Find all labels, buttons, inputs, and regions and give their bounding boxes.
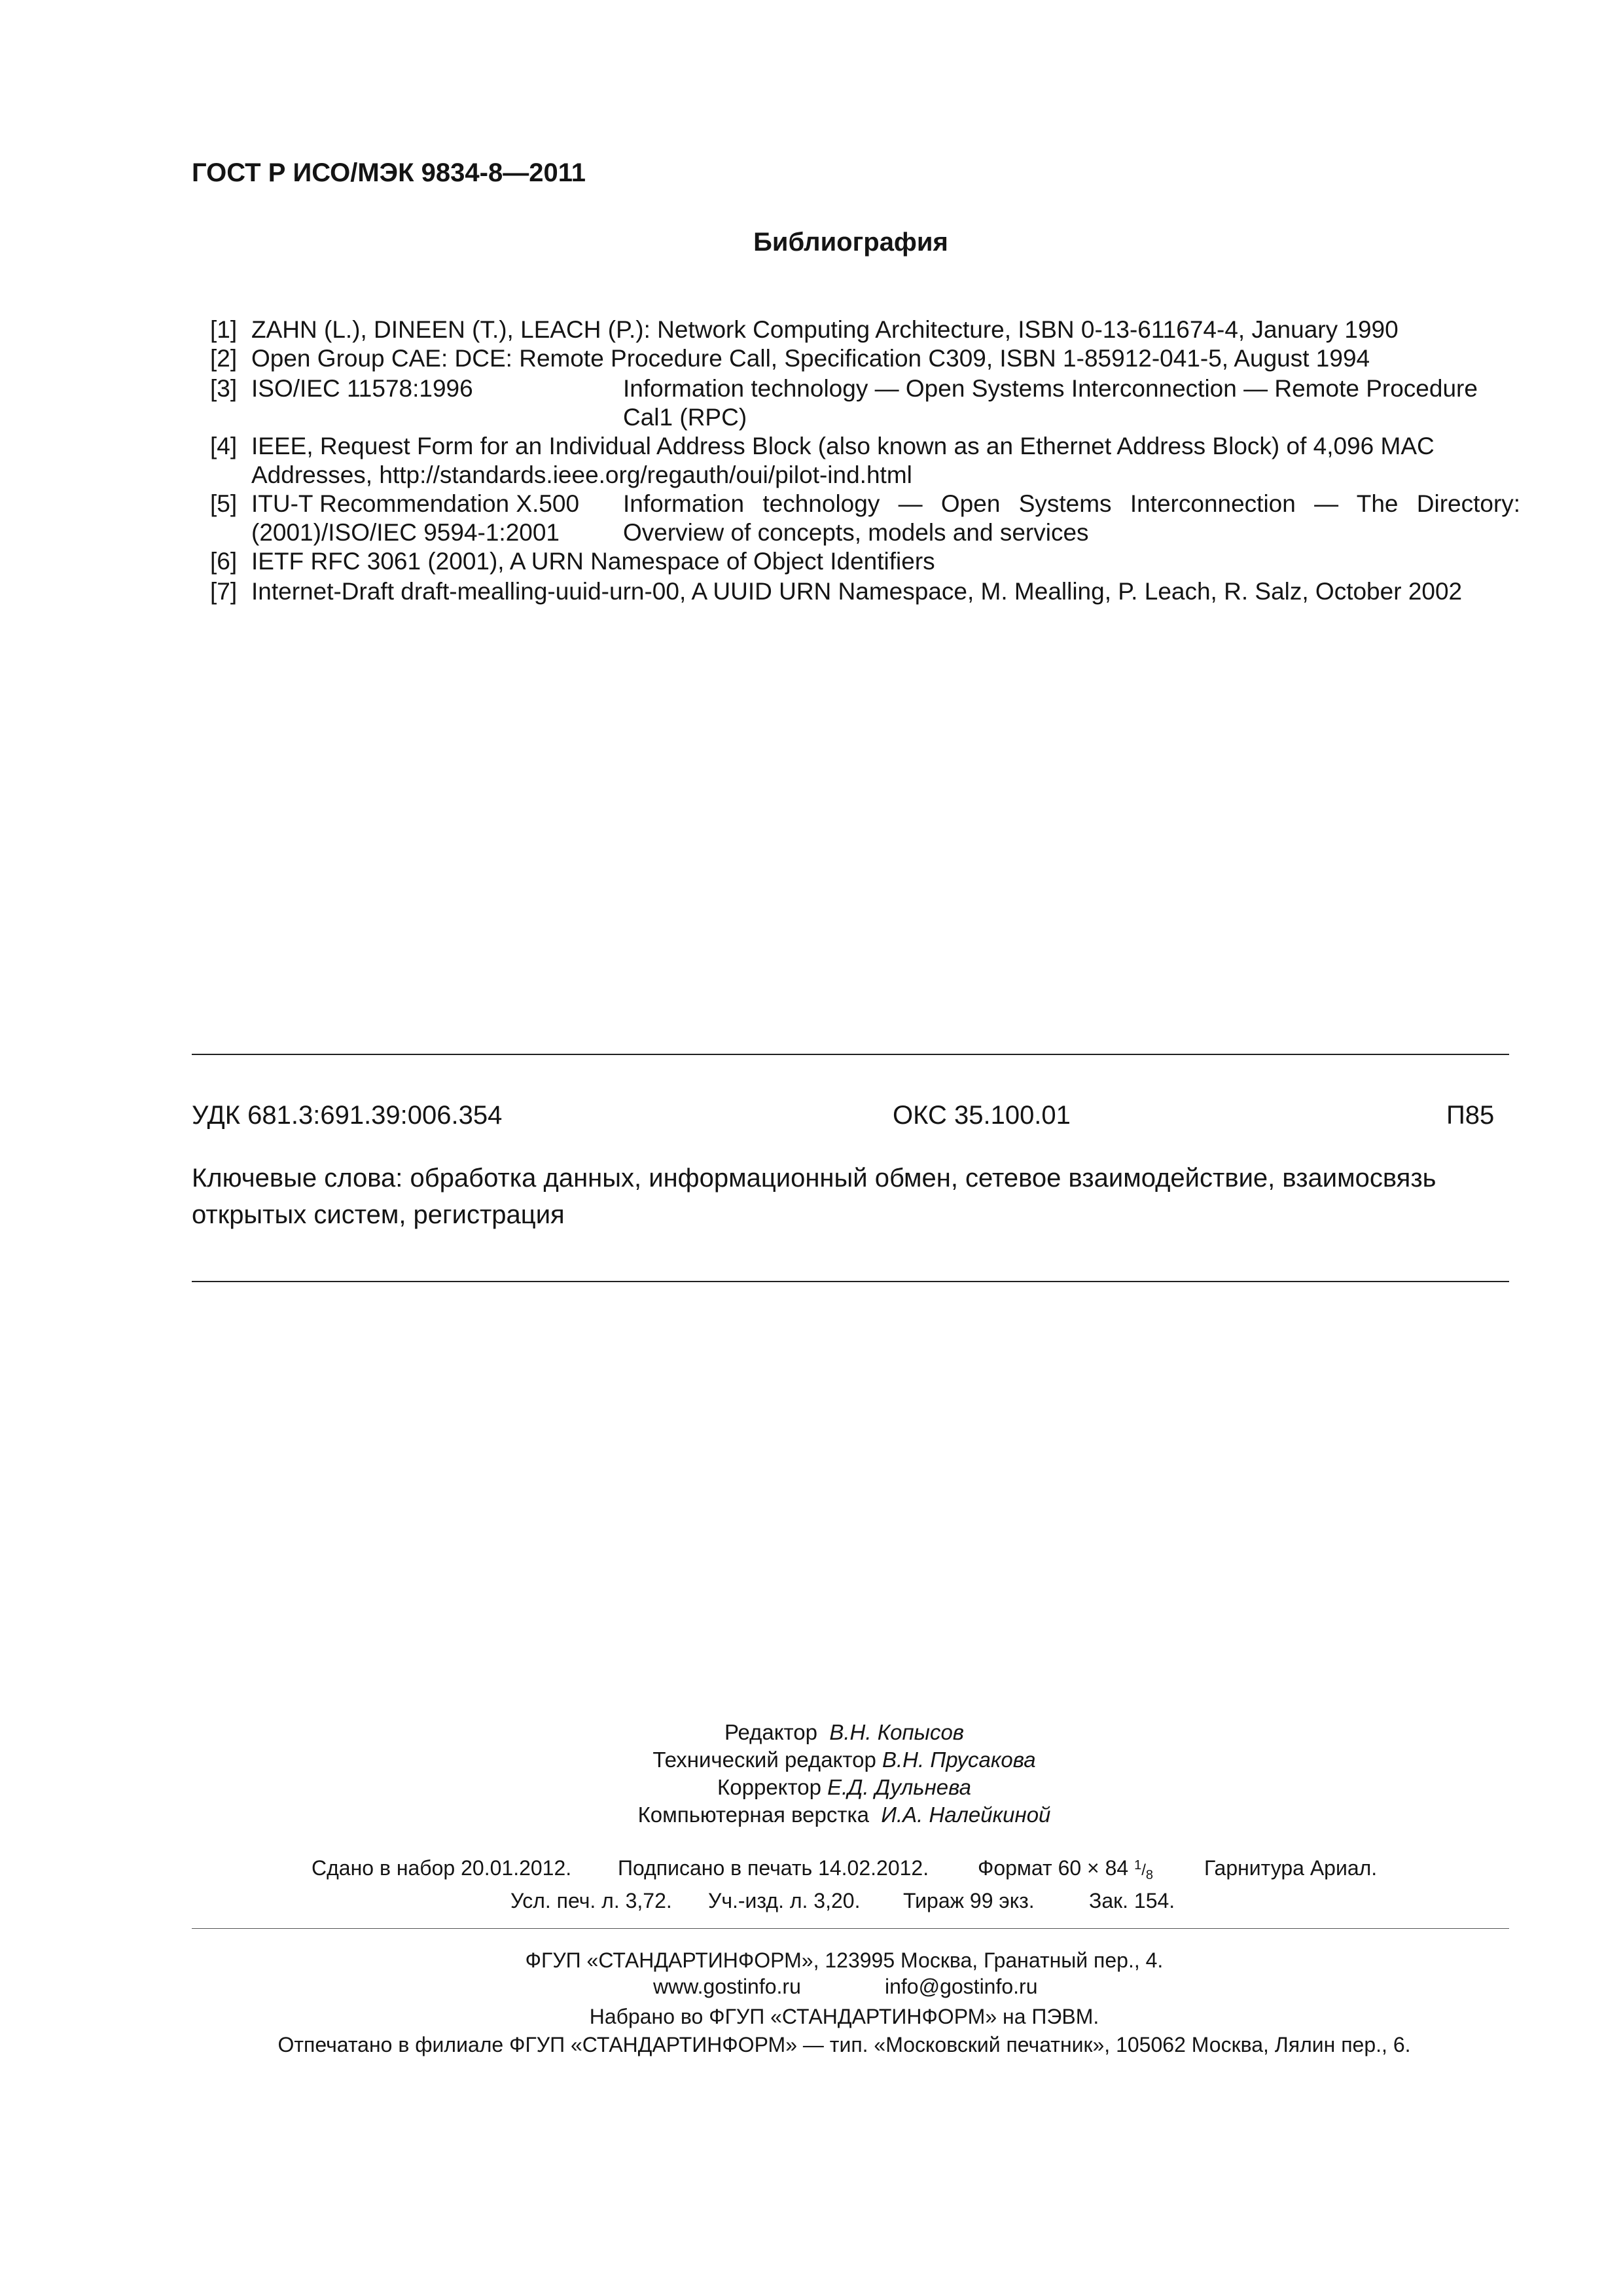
ref-title-cont: Overview of concepts, models and services <box>623 519 1089 546</box>
credit-label: Компьютерная верстка <box>637 1803 869 1827</box>
ref-number: [3] <box>210 375 238 402</box>
bibliography-title: Библиография <box>753 228 948 257</box>
ref-number: [7] <box>210 578 238 605</box>
ref-text-cont: Addresses, http://standards.ieee.org/regauth/oui/pilot-ind.html <box>251 461 912 488</box>
keywords: Ключевые слова: обработка данных, информационный обмен, сетевое взаимодействие, взаимосвязь открытых систем, регистрация <box>192 1164 1436 1229</box>
ref-number: [4] <box>210 433 238 459</box>
ref-number: [6] <box>210 548 238 575</box>
ref-number: [5] <box>210 490 238 517</box>
credit-tech-editor <box>0 1746 1623 1774</box>
pub-order: Зак. 154. <box>1089 1889 1175 1912</box>
ref-text: Internet-Draft draft-mealling-uuid-urn-00, A UUID URN Namespace, M. Mealling, P. Leach, R. Salz, October 2002 <box>251 578 1463 605</box>
oks-code: ОКС 35.100.01 <box>893 1101 1071 1130</box>
pub-submitted: Сдано в набор 20.01.2012. <box>312 1856 572 1880</box>
credit-name: И.А. Налейкиной <box>881 1803 1051 1827</box>
ref-number: [1] <box>210 316 238 343</box>
pub-print-sheets: Усл. печ. л. 3,72. <box>510 1889 672 1912</box>
divider-top <box>192 1054 1509 1055</box>
ref-title-cont: Cal1 (RPC) <box>623 404 747 431</box>
ref-text: IEEE, Request Form for an Individual Address Block (also known as an Ethernet Address Block) of 4,096 MAC <box>251 433 1435 459</box>
publisher-email: info@gostinfo.ru <box>885 1975 1038 1998</box>
format-fraction: $^1/_8$ <box>1134 1858 1154 1882</box>
credit-editor <box>0 1719 1623 1746</box>
credit-label: Корректор <box>717 1775 821 1799</box>
credit-corrector <box>0 1774 1623 1801</box>
pub-print-run: Тираж 99 экз. <box>903 1889 1035 1912</box>
ref-title: Information technology — Open Systems Interconnection — Remote Procedure <box>623 375 1478 402</box>
publisher-website: www.gostinfo.ru <box>653 1975 801 1998</box>
credit-name: Е.Д. Дульнева <box>827 1775 971 1799</box>
ref-text: ZAHN (L.), DINEEN (T.), LEACH (P.): Network Computing Architecture, ISBN 0-13-611674-4, January 1990 <box>251 316 1399 343</box>
ref-text: IETF RFC 3061 (2001), A URN Namespace of Object Identifiers <box>251 548 935 575</box>
ref-designation: ISO/IEC 11578:1996 <box>251 375 473 402</box>
ref-text: Open Group CAE: DCE: Remote Procedure Call, Specification C309, ISBN 1-85912-041-5, August 1994 <box>251 345 1370 372</box>
pub-signed: Подписано в печать 14.02.2012. <box>618 1856 929 1880</box>
credit-name: В.Н. Копысов <box>829 1720 965 1744</box>
credit-name: В.Н. Прусакова <box>882 1748 1036 1772</box>
credit-layout <box>0 1801 1623 1829</box>
ref-number: [2] <box>210 345 238 372</box>
credit-label: Редактор <box>724 1720 818 1744</box>
divider-footer <box>192 1928 1509 1929</box>
pub-typeface: Гарнитура Ариал. <box>1204 1856 1378 1880</box>
typeset-note: Набрано во ФГУП «СТАНДАРТИНФОРМ» на ПЭВМ. <box>589 2005 1099 2028</box>
ref-designation: ITU-T Recommendation X.500 <box>251 490 580 517</box>
classifier-code: П85 <box>1446 1101 1495 1130</box>
publisher-address: ФГУП «СТАНДАРТИНФОРМ», 123995 Москва, Гранатный пер., 4. <box>525 1948 1164 1972</box>
fraction-denominator: 8 <box>1145 1867 1154 1882</box>
credit-label: Технический редактор <box>652 1748 876 1772</box>
udk-code: УДК 681.3:691.39:006.354 <box>192 1101 503 1130</box>
printed-note: Отпечатано в филиале ФГУП «СТАНДАРТИНФОРМ» — тип. «Московский печатник», 105062 Москва, Лялин пер., 6. <box>277 2033 1411 2056</box>
divider-bottom <box>192 1281 1509 1282</box>
pub-format <box>978 1856 1153 1883</box>
pub-publishing-sheets: Уч.-изд. л. 3,20. <box>708 1889 861 1912</box>
document-header: ГОСТ Р ИСО/МЭК 9834-8—2011 <box>192 158 586 187</box>
ref-title: Information technology — Open Systems Interconnection — The Directory: <box>623 490 1521 517</box>
fraction-numerator: 1 <box>1134 1858 1142 1873</box>
ref-designation-cont: (2001)/ISO/IEC 9594-1:2001 <box>251 519 560 546</box>
format-label: Формат 60 × 84 <box>978 1856 1129 1880</box>
